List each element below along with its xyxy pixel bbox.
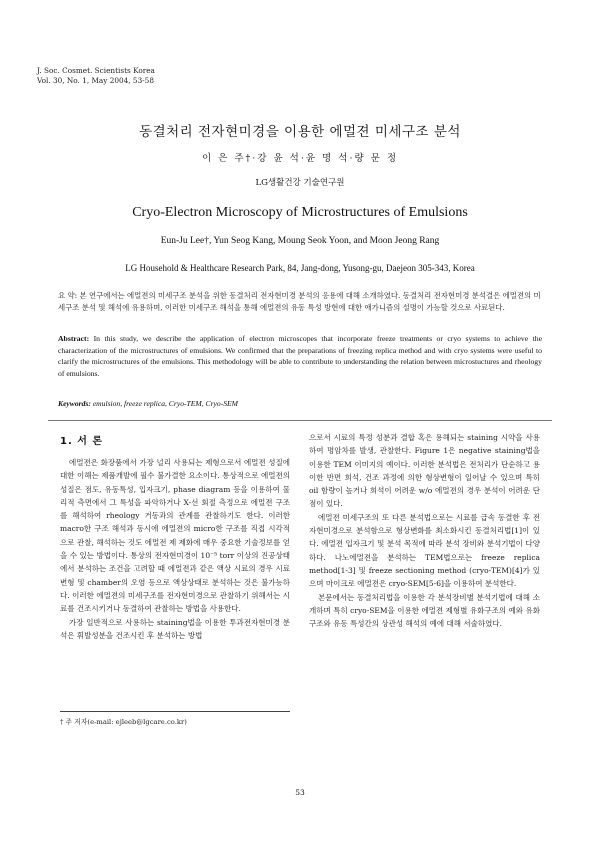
footnote-divider (60, 711, 290, 712)
paragraph: 본문에서는 동결처리법을 이용한 각 분석장비별 분석기법에 대해 소개하며 특히 cryo-SEM을 이용한 에멀젼 제형별 유화구조의 예와 유화구조와 유동 특성간의 상관성 해석의 예에 대해 서술하였다. (309, 592, 540, 629)
english-organization: LG Household & Healthcare Research Park, 84, Jang-dong, Yusong-gu, Daejeon 305-343, Korea (125, 263, 475, 273)
journal-name: J. Soc. Cosmet. Scientists Korea (37, 66, 155, 75)
keywords-text: emulsion, freeze replica, Cryo-TEM, Cryo-SEM (92, 399, 238, 408)
journal-volume: Vol. 30, No. 1, May 2004, 53-58 (37, 76, 154, 85)
keywords-label: Keywords: (58, 399, 91, 408)
english-title: Cryo-Electron Microscopy of Microstructures of Emulsions (132, 205, 468, 220)
journal-citation (37, 66, 155, 86)
right-column (309, 431, 540, 630)
korean-abstract-text: 본 연구에서는 에멀젼의 미세구조 분석을 위한 동결처리 전자현미경 분석의 응용에 대해 소개하였다. 동결처리 전자현미경 분석결은 에멀젼의 미세구조 분석 및 해석에 유용하며, 이러한 미세구조 해석을 통해 에멀젼의 유동 특성 방현에 대한 애가니즘의 설명이 가능할 것으로 사료된다. (58, 291, 541, 312)
abstract-text: In this study, we describe the application of electron microscopes that incorporate freeze treatments or cryo systems to achieve the characterization of the microstructures of emulsions. We confirmed that the preparations of freezing replica method and with cryo systems were useful to clarify the microstructures of the emulsions. This methodology will be able to contribute to understanding the relation between microstuctures and rheology of emulsions. (58, 334, 542, 378)
paragraph: 으로서 시료의 특정 성분과 결합 혹은 용해되는 staining 시약을 사용하여 명암차를 발생, 관찰한다. Figure 1은 negative staining법을 이용한 TEM 이미지의 예이다. 이러한 분석법은 전처리가 단순하고 용이한 반면 희석, 건조 과정에 의한 형상변형이 일어날 수 있으며 특히 oil 함량이 높거나 희석이 어려운 w/o 에멀젼의 경우 분석이 어려운 단점이 있다. (309, 433, 540, 509)
header-divider (48, 420, 552, 421)
korean-abstract (58, 290, 542, 314)
paragraph: 가장 일반적으로 사용하는 staining법을 이용한 투과전자현미경 분석은 휘발성분을 건조시킨 후 분석하는 방법 (60, 617, 290, 640)
korean-title: 동결처리 전자현미경을 이용한 에멀젼 미세구조 분석 (139, 124, 461, 140)
korean-organization: LG생활건강 기술연구원 (255, 178, 345, 188)
left-column (60, 456, 290, 642)
english-abstract (58, 333, 542, 379)
footnote: † 주 저자(e-mail: ejleeb@lgcare.co.kr) (60, 718, 187, 726)
paragraph: 에멀젼 미세구조의 또 다른 분석법으로는 시료를 급속 동결한 후 전자현미경으로 분석함으로 형상변화를 최소화시킨 동결처리법[1]이 있다. 에멀젼 입자크기 및 분석 목적에 따라 분석 장비와 분석기법이 다양하다. 나노에멀젼을 분석하는 TEM법으로는 freeze replica method[1-3] 및 freeze sectioning method (cryo-TEM)[4]가 있으며 마이크로 에멀젼은 cryo-SEM[5-6]을 이용하여 분석한다. (309, 512, 540, 589)
keywords (58, 399, 542, 408)
paragraph: 에멀젼은 화장품에서 가장 널리 사용되는 제형으로서 에멀젼 성질에 대한 이해는 제품개발에 필수 불가결한 요소이다. 통상적으로 에멀젼의 성질은 점도, 유동특성, 입자크기, phase diagram 등을 이용하여 물리적 측면에서 그 특성을 파악하거나 X-선 회절 측정으로 에멀젼 구조를 해석하여 rheology 거동과의 관계를 관찰하기도 한다. 이러한 macro한 구조 해석과 동시에 에멀젼의 micro한 구조를 직접 시각적으로 관찰, 해석하는 것도 에멀전 제 제화에 매우 중요한 기술정보를 얻을 수 있는 방법이다. 통상의 전자현미경이 10⁻⁵ torr 이상의 진공상태에서 분석하는 조건을 고려할 때 에멀젼과 같은 액상 시료의 경우 시료 변형 및 chamber의 오염 등으로 액상상태로 분석하는 것은 불가능하다. 이러한 에멀젼의 미세구조를 전자현미경으로 관찰하기 위해서는 시료를 건조시키거나 동결하여 관찰하는 방법을 사용한다. (60, 458, 290, 614)
page-number: 53 (295, 788, 305, 797)
korean-authors: 이 은 주†·강 윤 석·윤 명 석·량 문 정 (201, 153, 399, 164)
korean-abstract-label: 요 약: (58, 291, 78, 300)
abstract-label: Abstract: (58, 334, 90, 343)
english-authors: Eun-Ju Lee†, Yun Seog Kang, Moung Seok Yoon, and Moon Jeong Rang (160, 236, 440, 246)
section-heading: 1. 서 론 (60, 436, 104, 447)
